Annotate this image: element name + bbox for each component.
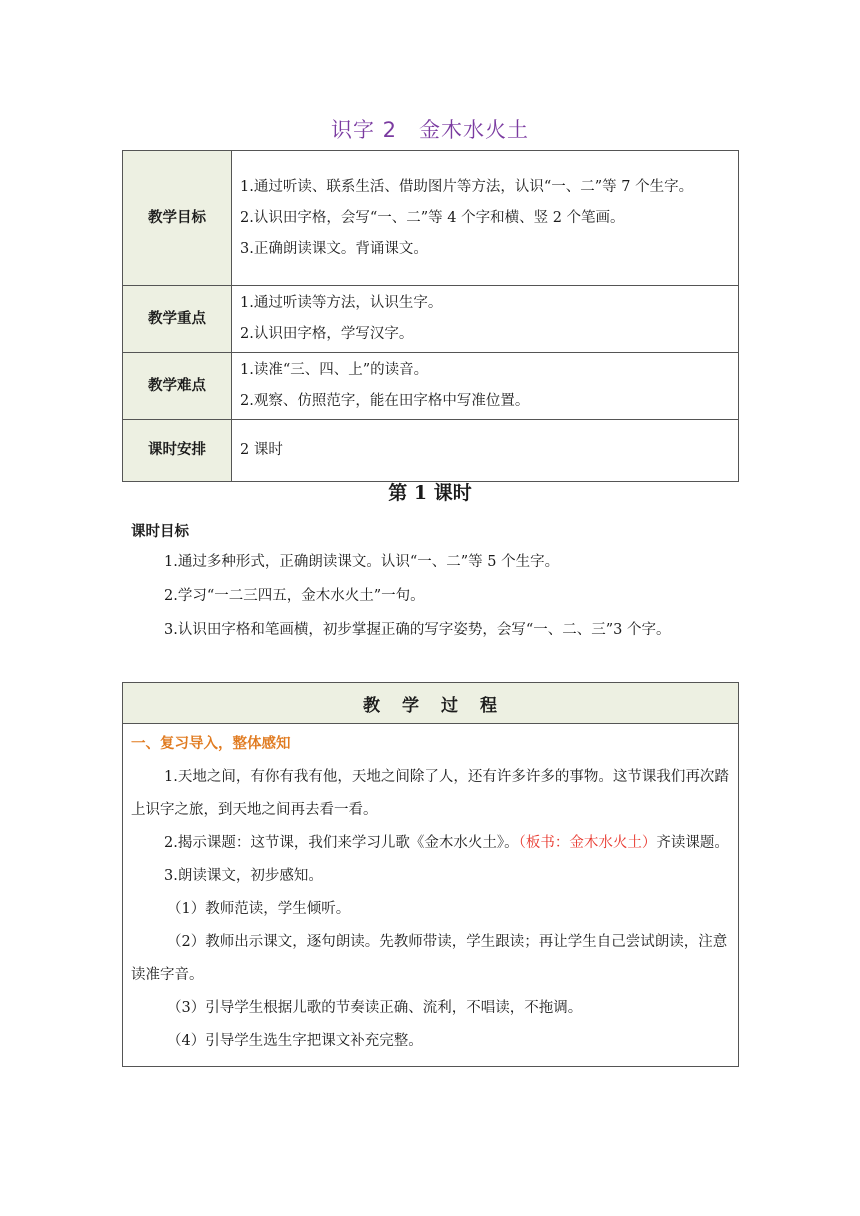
process-subitem: （3）引导学生根据儿歌的节奏读正确、流利，不唱读，不拖调。 — [167, 1000, 583, 1016]
teaching-process-body — [123, 724, 739, 1067]
section-heading: 一、复习导入，整体感知 — [131, 736, 291, 752]
goal-line: 3.正确朗读课文。背诵课文。 — [240, 240, 428, 257]
process-paragraph: 1.天地之间，有你有我有他，天地之间除了人，还有许多许多的事物。这节课我们再次踏上识字之旅，到天地之间再去看一看。 — [131, 769, 729, 818]
teaching-process-header: 教学过程 — [123, 683, 739, 724]
teaching-process-table — [122, 682, 739, 1067]
lesson-goals-heading: 课时目标 — [131, 524, 189, 540]
difficulty-line: 2.观察、仿照范字，能在田字格中写准位置。 — [240, 393, 530, 409]
process-paragraph — [131, 827, 730, 860]
row-label-key-points: 教学重点 — [123, 286, 232, 353]
key-point-line: 2.认识田字格，学写汉字。 — [240, 326, 414, 342]
difficulty-line: 1.读准“三、四、上”的读音。 — [240, 362, 429, 378]
process-subitem: （2）教师出示课文，逐句朗读。先教师带读，学生跟读；再让学生自己尝试朗读，注意读准字音。 — [131, 934, 728, 983]
key-point-line: 1.通过听读等方法，认识生字。 — [240, 295, 443, 311]
row-content-goals — [232, 151, 739, 286]
table-row — [123, 286, 739, 353]
row-label-difficulties: 教学难点 — [123, 353, 232, 420]
process-text: 2.揭示课题：这节课，我们来学习儿歌《金木水火土》。 — [164, 835, 519, 851]
row-label-schedule: 课时安排 — [123, 420, 232, 482]
lesson-goals — [131, 545, 733, 647]
table-row — [123, 724, 739, 1067]
lesson-title: 第 1 课时 — [388, 482, 472, 504]
table-row — [123, 151, 739, 286]
row-content-key-points — [232, 286, 739, 353]
overview-table — [122, 150, 739, 482]
table-row — [123, 420, 739, 482]
goal-line: 2.认识田字格，会写“一、二”等 4 个字和横、竖 2 个笔画。 — [240, 209, 625, 226]
process-paragraph: 3.朗读课文，初步感知。 — [164, 868, 323, 884]
blackboard-note: （板书：金木水火土） — [518, 835, 657, 851]
process-subitem: （1）教师范读，学生倾听。 — [167, 901, 351, 917]
table-row — [123, 683, 739, 724]
schedule-line: 2 课时 — [240, 442, 283, 458]
lesson-goal-item: 1.通过多种形式，正确朗读课文。认识“一、二”等 5 个生字。 — [164, 554, 560, 570]
page-title: 识字 2 金木水火土 — [330, 118, 530, 142]
lesson-goal-item: 3.认识田字格和笔画横，初步掌握正确的写字姿势，会写“一、二、三”3 个字。 — [164, 622, 671, 638]
lesson-goal-item: 2.学习“一二三四五，金木水火土”一句。 — [164, 588, 425, 604]
table-row — [123, 353, 739, 420]
process-text: 齐读课题。 — [656, 835, 729, 851]
row-content-difficulties — [232, 353, 739, 420]
row-label-goals: 教学目标 — [123, 151, 232, 286]
goal-line: 1.通过听读、联系生活、借助图片等方法，认识“一、二”等 7 个生字。 — [240, 178, 694, 195]
row-content-schedule — [232, 420, 739, 482]
process-subitem: （4）引导学生选生字把课文补充完整。 — [167, 1033, 423, 1049]
